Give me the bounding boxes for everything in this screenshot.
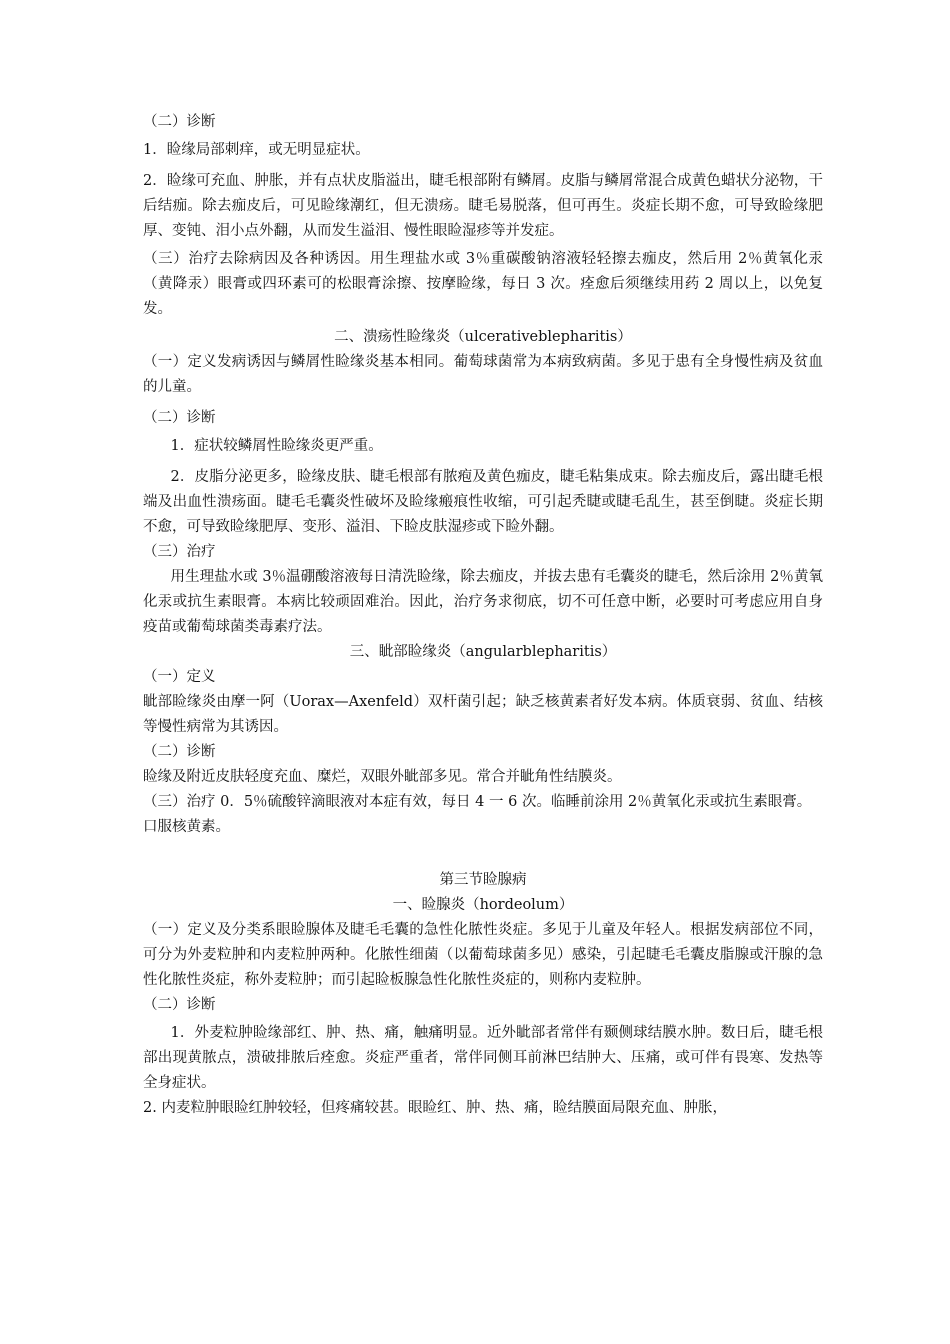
paragraph-internal-hordeolum: 2. 内麦粒肿眼睑红肿较轻，但疼痛较甚。眼睑红、肿、热、痛，睑结膜面局限充血、肿胀， — [143, 1100, 727, 1116]
section-spacer — [143, 840, 823, 868]
chapter-section-title: 第三节睑腺病 — [439, 872, 527, 888]
paragraph-definition-classification: （一）定义及分类系眼睑腺体及睫毛毛囊的急性化脓性炎症。多见于儿童及年轻人。根据发病部位不同，可分为外麦粒肿和内麦粒肿两种。化脓性细菌（以葡萄球菌多见）感染，引起睫毛毛囊皮脂腺或汗腺的急性化脓性炎症，称外麦粒肿；而引起睑板腺急性化脓性炎症的，则称内麦粒肿。 — [143, 922, 823, 988]
paragraph-definition-heading: （一）定义 — [143, 669, 216, 685]
section-title-hordeolum: 一、睑腺炎（hordeolum） — [392, 897, 574, 913]
paragraph-treatment-heading: （三）治疗 — [143, 544, 216, 560]
paragraph-diagnosis-heading-3: （二）诊断 — [143, 744, 216, 760]
paragraph-treatment-3: （三）治疗 0．5％硫酸锌滴眼液对本症有效，每日 4 一 6 次。临睡前涂用 2％黄氧化汞或抗生素眼膏。 — [143, 794, 812, 810]
paragraph-diagnosis-heading: （二）诊断 — [143, 114, 216, 130]
paragraph-treatment-body: 用生理盐水或 3％温硼酸溶液每日清洗睑缘，除去痂皮，并拔去患有毛囊炎的睫毛，然后涂用 2％黄氧化汞或抗生素眼膏。本病比较顽固难治。因此，治疗务求彻底，切不可任意中断，必要时可考虑应用自身疫苗或葡萄球菌类毒素疗法。 — [143, 569, 823, 635]
paragraph-external-hordeolum: 1．外麦粒肿睑缘部红、肿、热、痛，触痛明显。近外眦部者常伴有颞侧球结膜水肿。数日后，睫毛根部出现黄脓点，溃破排脓后痊愈。炎症严重者，常伴同侧耳前淋巴结肿大、压痛，或可伴有畏寒、发热等全身症状。 — [143, 1025, 823, 1091]
paragraph-definition-body: 眦部睑缘炎由摩一阿（Uorax—Axenfeld）双杆菌引起；缺乏核黄素者好发本病。体质衰弱、贫血、结核等慢性病常为其诱因。 — [143, 694, 823, 735]
paragraph-definition: （一）定义发病诱因与鳞屑性睑缘炎基本相同。葡萄球菌常为本病致病菌。多见于患有全身慢性病及贫血的儿童。 — [143, 354, 823, 395]
section-title-angular-blepharitis: 三、眦部睑缘炎（angularblepharitis） — [349, 644, 617, 660]
paragraph-item-2b: 2．皮脂分泌更多，睑缘皮肤、睫毛根部有脓疱及黄色痂皮，睫毛粘集成束。除去痂皮后，露出睫毛根端及出血性溃疡面。睫毛毛囊炎性破坏及睑缘瘢痕性收缩，可引起秃睫或睫毛乱生，甚至倒睫。炎症长期不愈，可导致睑缘肥厚、变形、溢泪、下睑皮肤湿疹或下睑外翻。 — [143, 469, 823, 535]
paragraph-diagnosis-body: 睑缘及附近皮肤轻度充血、糜烂，双眼外眦部多见。常合并眦角性结膜炎。 — [143, 769, 622, 785]
paragraph-item-1: 1．睑缘局部刺痒，或无明显症状。 — [143, 142, 370, 158]
paragraph-diagnosis-heading-4: （二）诊断 — [143, 997, 216, 1013]
section-title-ulcerative-blepharitis: 二、溃疡性睑缘炎（ulcerativeblepharitis） — [334, 329, 632, 345]
paragraph-item-1b: 1．症状较鳞屑性睑缘炎更严重。 — [170, 438, 383, 454]
document-page — [143, 110, 823, 1121]
paragraph-item-2: 2．睑缘可充血、肿胀，并有点状皮脂溢出，睫毛根部附有鳞屑。皮脂与鳞屑常混合成黄色蜡状分泌物，干后结痂。除去痂皮后，可见睑缘潮红，但无溃疡。睫毛易脱落，但可再生。炎症长期不愈，可导致睑缘肥厚、变钝、泪小点外翻，从而发生溢泪、慢性眼睑湿疹等并发症。 — [143, 173, 823, 239]
paragraph-diagnosis-heading-2: （二）诊断 — [143, 410, 216, 426]
paragraph-oral-riboflavin: 口服核黄素。 — [143, 819, 230, 835]
paragraph-treatment: （三）治疗去除病因及各种诱因。用生理盐水或 3％重碳酸钠溶液轻轻擦去痂皮，然后用 2％黄氧化汞（黄降汞）眼膏或四环素可的松眼膏涂擦、按摩睑缘，每日 3 次。痊愈后须继续用药 2 周以上，以免复发。 — [143, 251, 823, 317]
